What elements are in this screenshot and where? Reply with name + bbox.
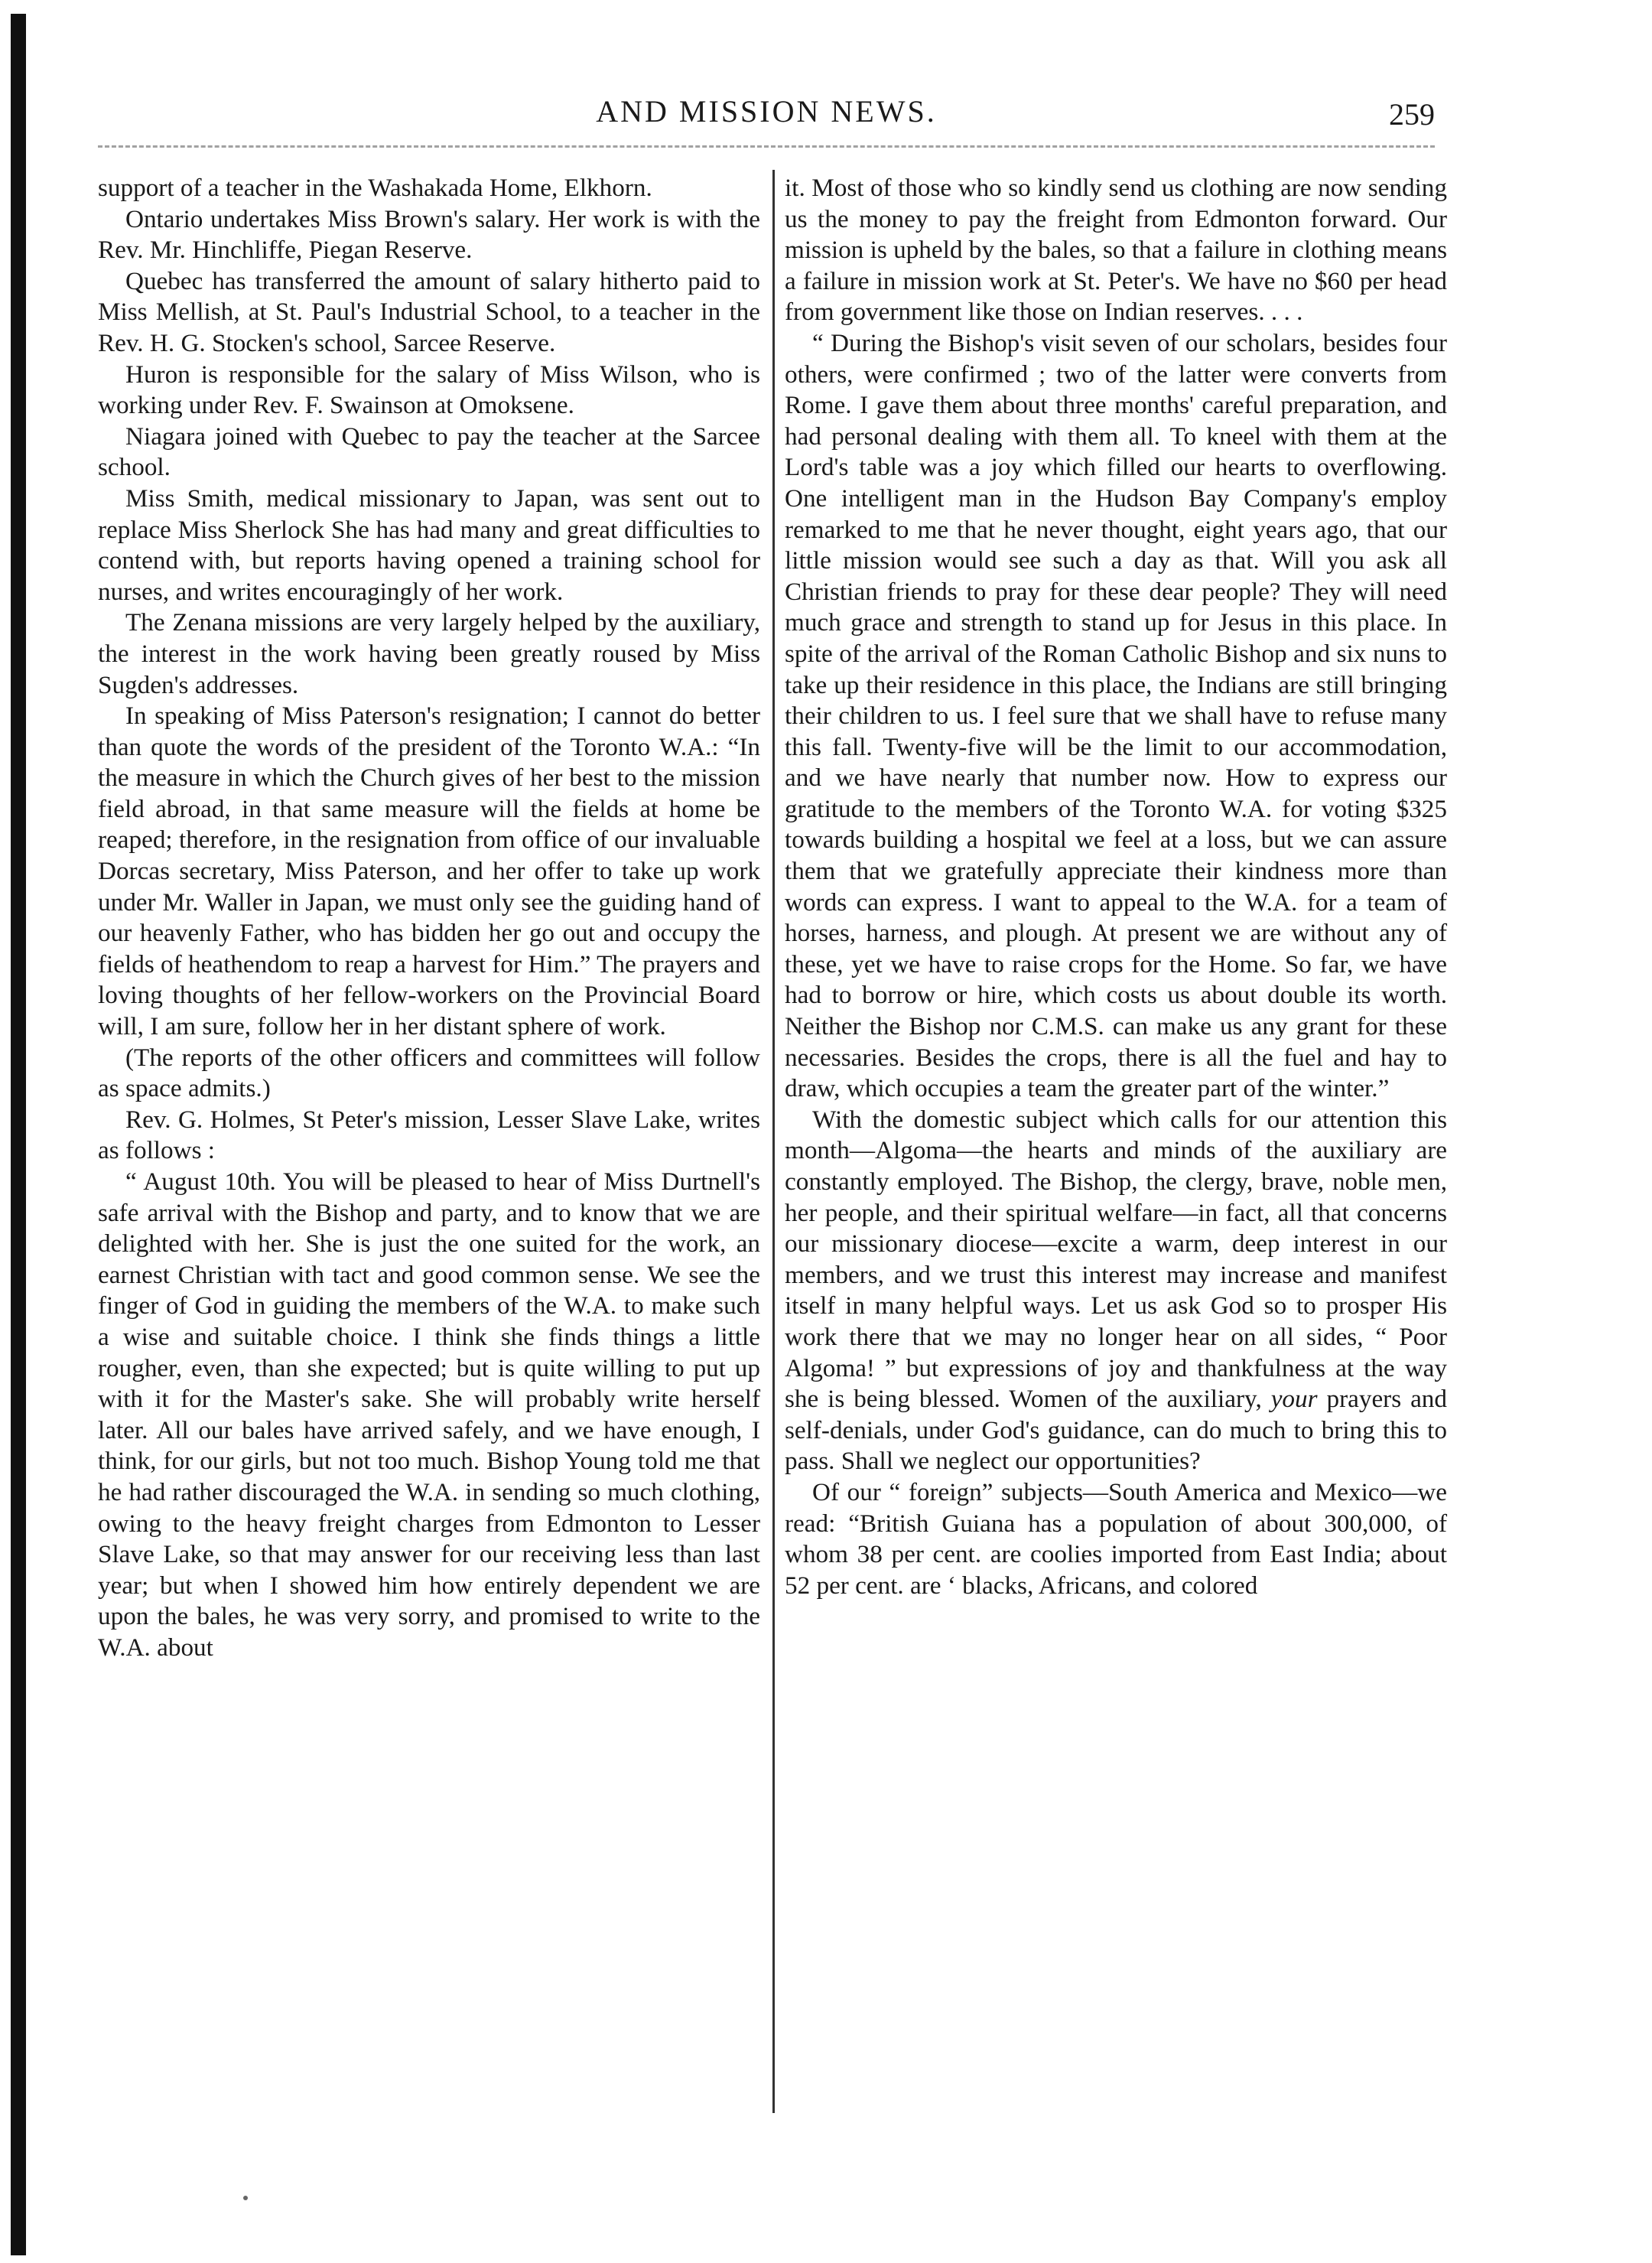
text-run: With the domestic subject which calls for our attention this month—Algoma—the hearts and minds of the auxiliary are constantly employed. The Bishop, the clergy, brave, noble men, her people, and their spiritual welfare—in fact, all that concerns our missionary diocese—excite a warm, deep interest in our members, and we trust this interest may increase and manifest itself in many helpful ways. Let us ask God so to prosper His work there that we may no longer hear on all sides, “ Poor Algoma! ” but expressions of joy and thankfulness at the way she is being blessed. Women of the auxiliary, bbox=[785, 1105, 1447, 1414]
paragraph: support of a teacher in the Washakada Home, Elkhorn. bbox=[98, 174, 652, 202]
page-header bbox=[98, 86, 1435, 139]
paragraph-algoma bbox=[785, 1105, 1447, 1477]
footer-mark bbox=[243, 2196, 248, 2200]
paragraph: Quebec has transferred the amount of salary hitherto paid to Miss Mellish, at St. Paul's Industrial School, to a teacher in the Rev. H. G. Stocken's school, Sarcee Reserve. bbox=[98, 266, 760, 357]
paragraph: Miss Smith, medical missionary to Japan, was sent out to replace Miss Sherlock She has had many and great difficulties to contend with, but reports having opened a training school for nurses, and writes encouragingly of her work. bbox=[98, 484, 760, 606]
paragraph: “ During the Bishop's visit seven of our scholars, besides four others, were confirmed ; two of the latter were converts from Rome. I gave them about three months' careful preparation, and had personal dealing with them all. To kneel with them at the Lord's table was a joy which filled our hearts to overflowing. One intelligent man in the Hudson Bay Company's employ remarked to me that he never thought, eight years ago, that our little mission would see such a day as that. Will you ask all Christian friends to pray for these dear people? They will need much grace and strength to stand up for Jesus in this place. In spite of the arrival of the Roman Catholic Bishop and six nuns to take up their residence in this place, the Indians are still bringing their children to us. I feel sure that we shall have to refuse many this fall. Twenty-five will be the limit to our accommodation, and we have nearly that number now. How to express our gratitude to the members of the Toronto W.A. for voting $325 towards building a hospital we feel at a loss, but we can assure them that we gratefully appreciate their kindness more than words can express. I want to appeal to the W.A. for a team of horses, harness, and plough. At present we are without any of these, yet we have to raise crops for the Home. So far, we have had to borrow or hire, which costs us about double its worth. Neither the Bishop nor C.M.S. can make us any grant for these necessaries. Besides the crops, there is all the fuel and hay to draw, which occupies a team the greater part of the winter.” bbox=[785, 328, 1447, 1103]
column-divider bbox=[772, 170, 775, 2113]
paragraph: “ August 10th. You will be pleased to hear of Miss Durtnell's safe arrival with the Bishop and party, and to know that we are delighted with her. She is just the one suited for the work, an earnest Christian with tact and good common sense. We see the finger of God in guiding the members of the W.A. to make such a wise and suitable choice. I think she finds things a little rougher, even, than she expected; but is quite willing to put up with it for the Master's sake. She will probably write herself later. All our bales have arrived safely, and we have enough, I think, for our girls, but not too much. Bishop Young told me that he had rather discouraged the W.A. in sending so much clothing, owing to the heavy freight charges from Edmonton to Lesser Slave Lake, so that may answer for our receiving less than last year; but when I showed him how entirely dependent we are upon the bales, he was very sorry, and promised to write to the W.A. about bbox=[98, 1167, 760, 1662]
scan-edge-bar bbox=[11, 14, 26, 2255]
emphasis: your bbox=[1270, 1385, 1318, 1414]
left-column bbox=[98, 173, 760, 1664]
right-column bbox=[785, 173, 1447, 1601]
paragraph: The Zenana missions are very largely helped by the auxiliary, the interest in the work having been greatly roused by Miss Sugden's addresses. bbox=[98, 608, 760, 699]
page-number: 259 bbox=[1389, 97, 1435, 132]
paragraph: Rev. G. Holmes, St Peter's mission, Lesser Slave Lake, writes as follows : bbox=[98, 1105, 760, 1165]
paragraph: Huron is responsible for the salary of Miss Wilson, who is working under Rev. F. Swainson at Omoksene. bbox=[98, 360, 760, 420]
header-rule bbox=[98, 145, 1435, 148]
paragraph: Ontario undertakes Miss Brown's salary. Her work is with the Rev. Mr. Hinchliffe, Piegan Reserve. bbox=[98, 204, 760, 265]
text-run: prayers and self-denials, under God's guidance, can do much to bring this to pass. Shall we neglect our opportunities? bbox=[785, 1385, 1447, 1476]
paragraph: Niagara joined with Quebec to pay the teacher at the Sarcee school. bbox=[98, 422, 760, 482]
paragraph: Of our “ foreign” subjects—South America and Mexico—we read: “British Guiana has a population of about 300,000, of whom 38 per cent. are coolies imported from East India; about 52 per cent. are ‘ blacks, Africans, and colored bbox=[785, 1477, 1447, 1600]
running-head: AND MISSION NEWS. bbox=[596, 94, 937, 129]
paragraph: it. Most of those who so kindly send us clothing are now sending us the money to pay the freight from Edmonton forward. Our mission is upheld by the bales, so that a failure in clothing means a failure in mission work at St. Peter's. We have no $60 per head from government like those on Indian reserves. . . . bbox=[785, 174, 1447, 327]
paragraph: In speaking of Miss Paterson's resignation; I cannot do better than quote the words of the president of the Toronto W.A.: “In the measure in which the Church gives of her best to the mission field abroad, in that same measure will the fields at home be reaped; therefore, in the resignation from office of our invaluable Dorcas secretary, Miss Paterson, and her offer to take up work under Mr. Waller in Japan, we must only see the guiding hand of our heavenly Father, who has bidden her go out and occupy the fields of heathendom to reap a harvest for Him.” The prayers and loving thoughts of her fellow-workers on the Provincial Board will, I am sure, follow her in her distant sphere of work. bbox=[98, 702, 760, 1041]
paragraph: (The reports of the other officers and committees will follow as space admits.) bbox=[98, 1043, 760, 1103]
